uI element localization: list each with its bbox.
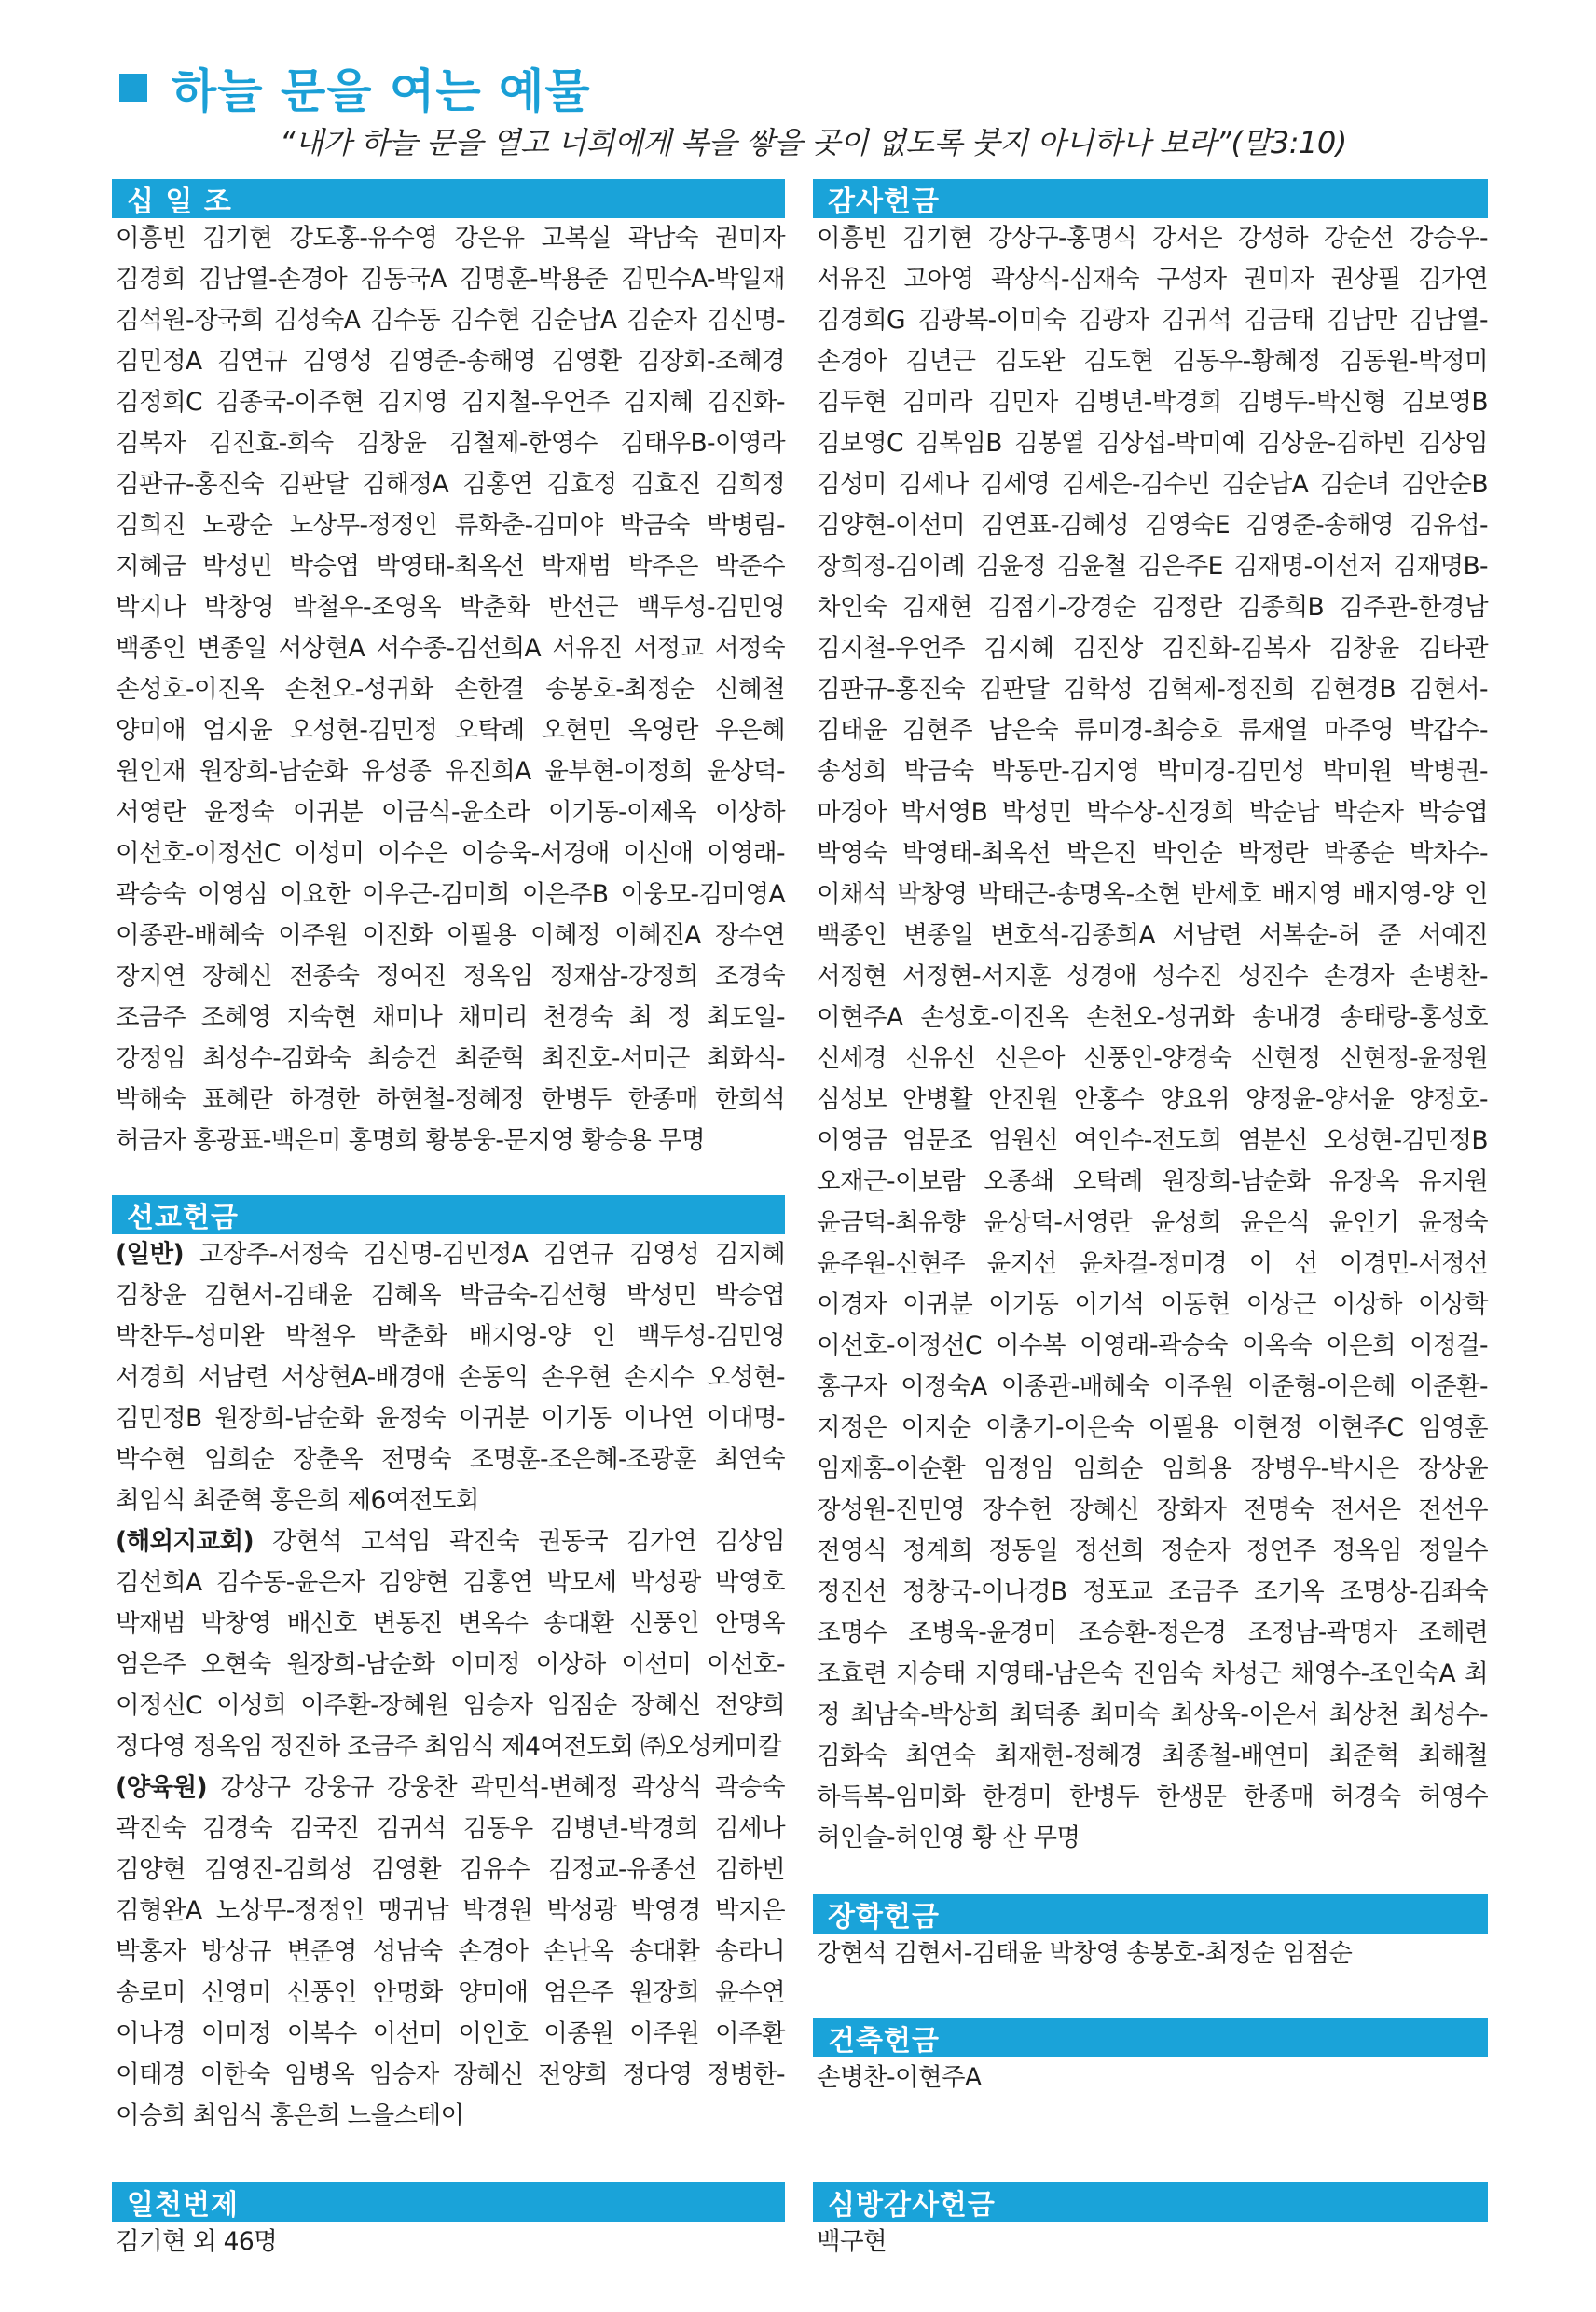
name-list: 손병찬-이현주A: [817, 2063, 982, 2092]
section-title: 감사헌금: [828, 186, 940, 218]
section-title: 선교헌금: [127, 1202, 239, 1234]
mission-general: [116, 1234, 785, 1521]
section-header-mission: [112, 1195, 785, 1234]
name-list: 강현석 고석임 곽진숙 권동국 김가연 김상임 김선희A 김수동-윤은자 김양현 김홍연 박모세 박성광 박영호 박재범 박창영 배신호 변동진 변옥수 송대환 신풍인 안명옥 엄은주 오현숙 원장희-남순화 이미정 이상하 이선미 이선호-이정선C 이성희 이주환-장혜원 임승자 임점순 장혜신 전양희 정다영 정옥임 정진하 조금주 최임식 제4여전도회 ㈜오성케미칼: [116, 1527, 785, 1761]
section-ilcheon: [112, 2182, 785, 2263]
section-body-building: [813, 2057, 1488, 2099]
name-list: 이흥빈 김기현 강도홍-유수영 강은유 고복실 곽남숙 권미자 김경희 김남열-손경아 김동국A 김명훈-박용준 김민수A-박일재 김석원-장국희 김성숙A 김수동 김수현 김순남A 김순자 김신명-김민정A 김연규 김영성 김영준-송해영 김영환 김장회-조혜경 김정희C 김종국-이주현 김지영 김지철-우언주 김지혜 김진화-김복자 김진효-희숙 김창윤 김철제-한영수 김태우B-이영라 김판규-홍진숙 김판달 김해정A 김홍연 김효정 김효진 김희정 김희진 노광순 노상무-정정인 류화춘-김미야 박금숙 박병림-지혜금 박성민 박승엽 박영태-최옥선 박재범 박주은 박준수 박지나 박창영 박철우-조영옥 박춘화 반선근 백두성-김민영 백종인 변종일 서상현A 서수종-김선희A 서유진 서정교 서정숙 손성호-이진옥 손천오-성귀화 손한결 송봉호-최정순 신혜철 양미애 엄지윤 오성현-김민정 오탁례 오현민 옥영란 우은혜 원인재 원장희-남순화 유성종 유진희A 윤부현-이정희 윤상덕-서영란 윤정숙 이귀분 이금식-윤소라 이기동-이제옥 이상하 이선호-이정선C 이성미 이수은 이승욱-서경애 이신애 이영래-곽승숙 이영심 이요한 이우근-김미희 이은주B 이웅모-김미영A 이종관-배혜숙 이주원 이진화 이필용 이혜정 이혜진A 장수연 장지연 장혜신 전종숙 정여진 정옥임 정재삼-강정희 조경숙 조금주 조혜영 지숙현 채미나 채미리 천경숙 최 정 최도일-강정임 최성수-김화숙 최승건 최준혁 최진호-서미근 최화식-박해숙 표혜란 하경한 하현철-정혜정 한병두 한종매 한희석 허금자 홍광표-백은미 홍명희 황봉웅-문지영 황승용 무명: [116, 224, 785, 1155]
section-mission: [112, 1195, 785, 2137]
mission-overseas: [116, 1521, 785, 1768]
section-visit: [813, 2182, 1488, 2263]
mission-care: [116, 1768, 785, 2137]
section-body-ilcheon: [112, 2222, 785, 2263]
group-label-care: (양육원): [116, 1773, 208, 1802]
page-title: [119, 54, 591, 121]
section-header-building: [813, 2018, 1488, 2057]
section-body-mission: [112, 1234, 785, 2137]
section-body-thanks: [813, 218, 1488, 1859]
name-list: 강현석 김현서-김태윤 박창영 송봉호-최정순 임점순: [817, 1939, 1353, 1968]
title-square-icon: [119, 74, 147, 102]
section-title: 십 일 조: [127, 186, 232, 218]
section-thanks: [813, 179, 1488, 1859]
bible-verse-subtitle: “내가 하늘 문을 열고 너희에게 복을 쌓을 곳이 없도록 붓지 아니하나 보라”(말3:10): [280, 125, 1347, 160]
section-body-tithe: [112, 218, 785, 1162]
section-title: 심방감사헌금: [828, 2189, 996, 2222]
section-tithe: [112, 179, 785, 1162]
section-title: 건축헌금: [828, 2025, 940, 2057]
name-list: 고장주-서정숙 김신명-김민정A 김연규 김영성 김지혜 김창윤 김현서-김태윤 김혜옥 박금숙-김선형 박성민 박승엽 박찬두-성미완 박철우 박춘화 배지영-양 인 백두성-김민영 서경희 서남련 서상현A-배경애 손동익 손우현 손지수 오성현-김민정B 원장희-남순화 윤정숙 이귀분 이기동 이나연 이대명-박수현 임희순 장춘옥 전명숙 조명훈-조은혜-조광훈 최연숙 최임식 최준혁 홍은희 제6여전도회: [116, 1240, 785, 1515]
section-header-thanks: [813, 179, 1488, 218]
section-header-scholarship: [813, 1894, 1488, 1934]
section-body-visit: [813, 2222, 1488, 2263]
name-list: 이흥빈 김기현 강상구-홍명식 강서은 강성하 강순선 강승우-서유진 고아영 곽상식-심재숙 구성자 권미자 권상필 김가연 김경희G 김광복-이미숙 김광자 김귀석 김금태 김남만 김남열-손경아 김년근 김도완 김도현 김동우-황혜정 김동원-박정미 김두현 김미라 김민자 김병년-박경희 김병두-박신형 김보영B 김보영C 김복임B 김봉열 김상섭-박미예 김상윤-김하빈 김상임 김성미 김세나 김세영 김세은-김수민 김순남A 김순녀 김안순B 김양현-이선미 김연표-김혜성 김영숙E 김영준-송해영 김유섭-장희정-김이례 김윤정 김윤철 김은주E 김재명-이선저 김재명B-차인숙 김재현 김점기-강경순 김정란 김종희B 김주관-한경남 김지철-우언주 김지혜 김진상 김진화-김복자 김창윤 김타관 김판규-홍진숙 김판달 김학성 김혁제-정진희 김현경B 김현서-김태윤 김현주 남은숙 류미경-최승호 류재열 마주영 박갑수-송성희 박금숙 박동만-김지영 박미경-김민성 박미원 박병권-마경아 박서영B 박성민 박수상-신경희 박순남 박순자 박승엽 박영숙 박영태-최옥선 박은진 박인순 박정란 박종순 박차수-이채석 박창영 박태근-송명옥-소현 반세호 배지영 배지영-양 인 백종인 변종일 변호석-김종희A 서남련 서복순-허 준 서예진 서정현 서정현-서지훈 성경애 성수진 성진수 손경자 손병찬-이현주A 손성호-이진옥 손천오-성귀화 송내경 송태랑-홍성호 신세경 신유선 신은아 신풍인-양경숙 신현정 신현정-윤정원 심성보 안병활 안진원 안홍수 양요위 양정윤-양서윤 양정호-이영금 엄문조 엄원선 여인수-전도희 염분선 오성현-김민정B 오재근-이보람 오종쇄 오탁례 원장희-남순화 유장옥 유지원 윤금덕-최유향 윤상덕-서영란 윤성희 윤은식 윤인기 윤정숙 윤주원-신현주 윤지선 윤차걸-정미경 이 선 이경민-서정선 이경자 이귀분 이기동 이기석 이동현 이상근 이상하 이상학 이선호-이정선C 이수복 이영래-곽승숙 이옥숙 이은희 이정걸-홍구자 이정숙A 이종관-배혜숙 이주원 이준형-이은혜 이준환-지정은 이지순 이충기-이은숙 이필용 이현정 이현주C 임영훈 임재홍-이순환 임정임 임희순 임희용 장병우-박시은 장상윤 장성원-진민영 장수헌 장혜신 장화자 전명숙 전서은 전선우 전영식 정계희 정동일 정선희 정순자 정연주 정옥임 정일수 정진선 정창국-이나경B 정포교 조금주 조기옥 조명상-김좌숙 조명수 조병욱-윤경미 조승환-정은경 조정남-곽명자 조해련 조효련 지승태 지영태-남은숙 진임숙 차성근 채영수-조인숙A 최 정 최남숙-박상희 최덕종 최미숙 최상욱-이은서 최상천 최성수-김화숙 최연숙 최재현-정혜경 최종철-배연미 최준혁 최해철 하득복-임미화 한경미 한병두 한생문 한종매 허경숙 허영수 허인슬-허인영 황 산 무명: [817, 224, 1488, 1852]
section-header-ilcheon: [112, 2182, 785, 2222]
name-list: 김기현 외 46명: [116, 2227, 278, 2256]
name-list: 백구현: [817, 2227, 887, 2256]
section-header-tithe: [112, 179, 785, 218]
section-header-visit: [813, 2182, 1488, 2222]
section-title: 장학헌금: [828, 1901, 940, 1934]
section-building: [813, 2018, 1488, 2099]
section-title: 일천번제: [127, 2189, 239, 2222]
name-list: 강상구 강웅규 강웅찬 곽민석-변혜정 곽상식 곽승숙 곽진숙 김경숙 김국진 김귀석 김동우 김병년-박경희 김세나 김양현 김영진-김희성 김영환 김유수 김정교-유종선 김하빈 김형완A 노상무-정정인 맹귀남 박경원 박성광 박영경 박지은 박홍자 방상규 변준영 성남숙 손경아 손난옥 송대환 송라니 송로미 신영미 신풍인 안명화 양미애 엄은주 원장희 윤수연 이나경 이미정 이복수 이선미 이인호 이종원 이주원 이주환 이태경 이한숙 임병옥 임승자 장혜신 전양희 정다영 정병한-이승희 최임식 홍은희 느을스테이: [116, 1773, 785, 2130]
section-scholarship: [813, 1894, 1488, 1975]
section-body-scholarship: [813, 1934, 1488, 1975]
group-label-general: (일반): [116, 1240, 185, 1269]
title-text: 하늘 문을 여는 예물: [172, 64, 591, 118]
group-label-overseas: (해외지교회): [116, 1527, 255, 1556]
